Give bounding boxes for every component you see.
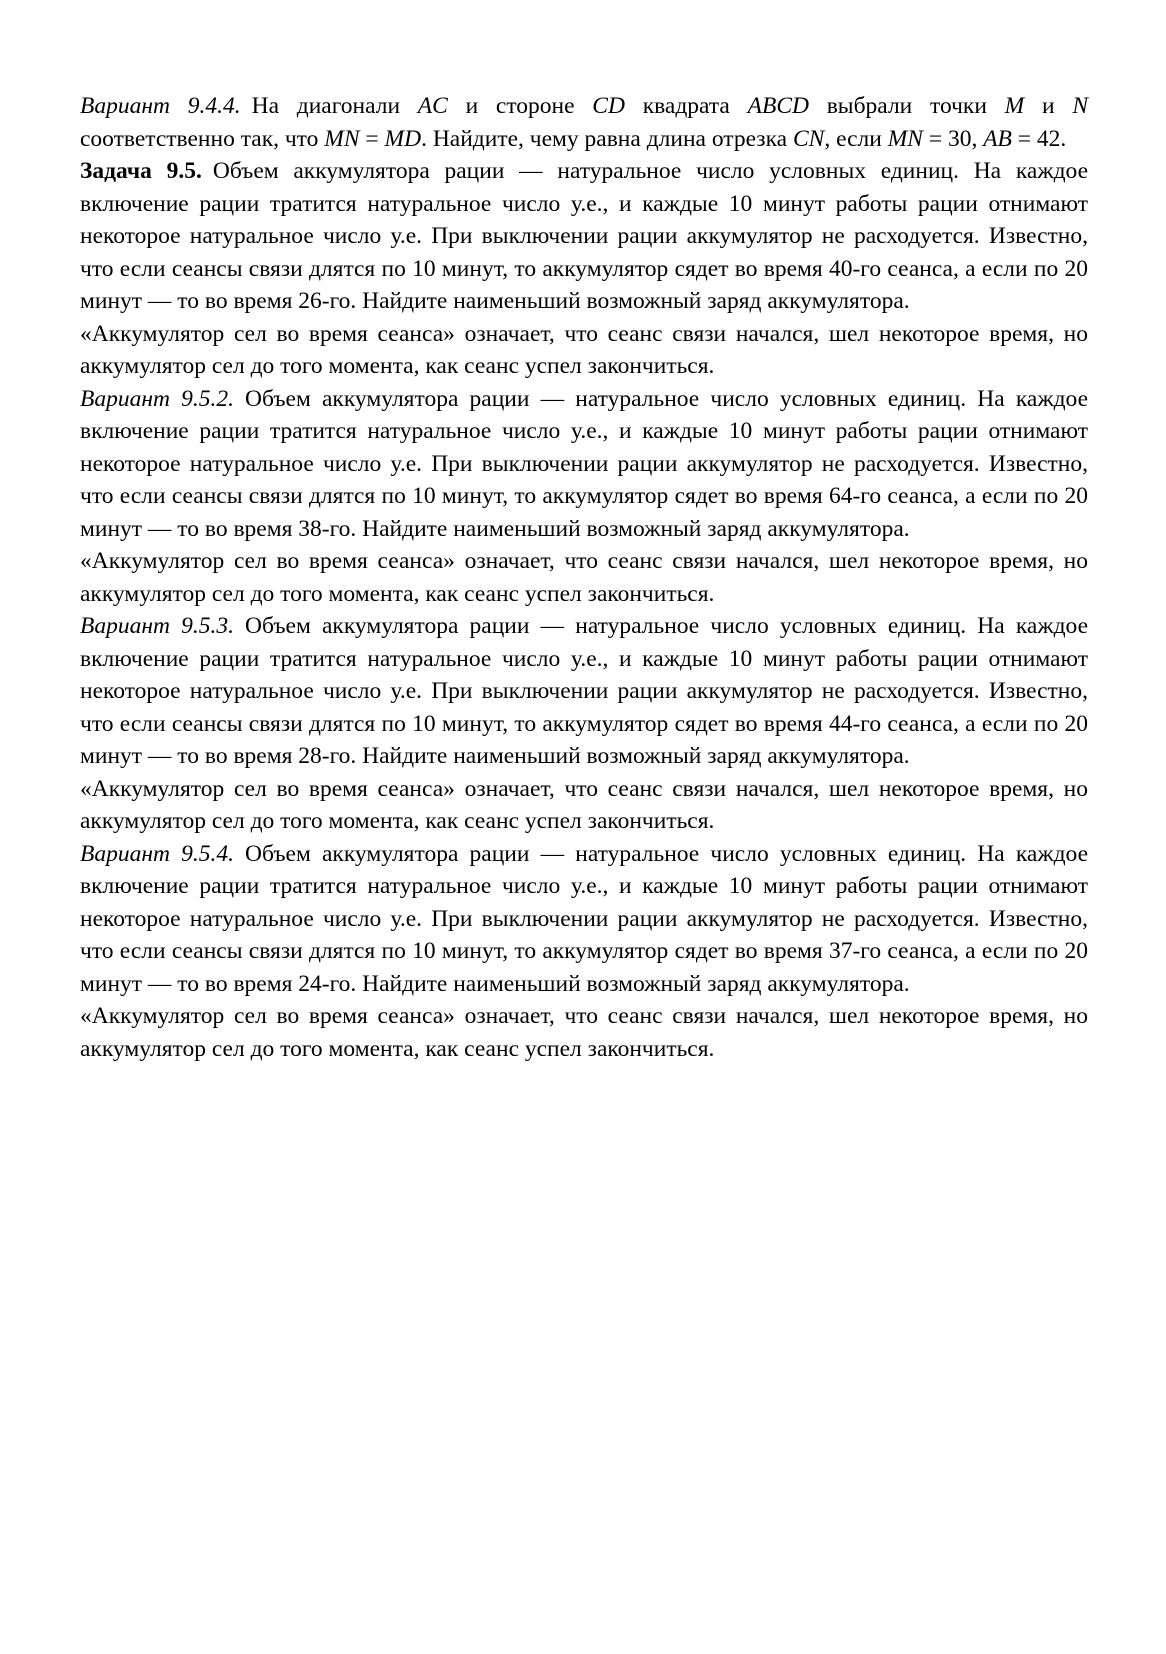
paragraph-text: Объем аккумулятора рации — натуральное число условных единиц. На каждое включение рации тратится натуральное число у.е., и каждые 10 минут работы рации отнимают некоторое натуральное число у.е. При выключении рации аккумулятор не расходуется. Известно, что если сеансы связи длятся по 10 минут, то аккумулятор сядет во время 37-го сеанса, а если по 20 минут — то во время 24-го. Найдите наименьший возможный заряд аккумулятора. xyxy=(80,840,1089,997)
math-variable: MD xyxy=(384,125,422,152)
math-variable: MN xyxy=(324,125,360,152)
paragraph-text: и xyxy=(1024,93,1073,119)
paragraph-text: На диагонали xyxy=(251,93,418,119)
variant-paragraph xyxy=(80,610,1088,773)
note-paragraph xyxy=(80,545,1088,610)
variant-paragraph xyxy=(80,838,1088,1001)
variant-paragraph xyxy=(80,383,1088,546)
paragraph-text: выбрали точки xyxy=(808,93,1005,119)
note-paragraph xyxy=(80,318,1088,383)
paragraph-text: Объем аккумулятора рации — натуральное число условных единиц. На каждое включение рации тратится натуральное число у.е., и каждые 10 минут работы рации отнимают некоторое натуральное число у.е. При выключении рации аккумулятор не расходуется. Известно, что если сеансы связи длятся по 10 минут, то аккумулятор сядет во время 64-го сеанса, а если по 20 минут — то во время 38-го. Найдите наименьший возможный заряд аккумулятора. xyxy=(80,385,1089,542)
variant-label: Вариант 9.5.3. xyxy=(80,613,235,639)
paragraph-text: «Аккумулятор сел во время сеанса» означает, что сеанс связи начался, шел некоторое время, но аккумулятор сел до того момента, как сеанс успел закончиться. xyxy=(80,1003,1088,1062)
paragraph-text: «Аккумулятор сел во время сеанса» означает, что сеанс связи начался, шел некоторое время, но аккумулятор сел до того момента, как сеанс успел закончиться. xyxy=(80,775,1088,834)
note-paragraph xyxy=(80,1000,1088,1065)
math-variable: MN xyxy=(887,125,923,152)
paragraph-text: . Найдите, чему равна длина отрезка xyxy=(421,125,793,152)
paragraph-text: соответственно так, что xyxy=(80,125,325,152)
paragraph-text: Объем аккумулятора рации — натуральное число условных единиц. На каждое включение рации тратится натуральное число у.е., и каждые 10 минут работы рации отнимают некоторое натуральное число у.е. При выключении рации аккумулятор не расходуется. Известно, что если сеансы связи длятся по 10 минут, то аккумулятор сядет во время 44-го сеанса, а если по 20 минут — то во время 28-го. Найдите наименьший возможный заряд аккумулятора. xyxy=(80,613,1089,769)
variant-label: Вариант 9.5.2. xyxy=(80,385,235,412)
variant-paragraph xyxy=(80,90,1088,155)
math-variable: CD xyxy=(592,93,625,119)
paragraph-text: и стороне xyxy=(447,93,593,119)
variant-label: Вариант 9.4.4. xyxy=(80,93,241,119)
math-variable: AB xyxy=(983,125,1012,152)
paragraph-text: Объем аккумулятора рации — натуральное число условных единиц. На каждое включение рации тратится натуральное число у.е., и каждые 10 минут работы рации отнимают некоторое натуральное число у.е. При выключении рации аккумулятор не расходуется. Известно, что если сеансы связи длятся по 10 минут, то аккумулятор сядет во время 40-го сеанса, а если по 20 минут — то во время 26-го. Найдите наименьший возможный заряд аккумулятора. xyxy=(80,158,1088,314)
math-variable: CN xyxy=(792,125,825,152)
paragraph-text: = 42. xyxy=(1011,125,1067,152)
note-paragraph xyxy=(80,773,1088,838)
paragraph-text: «Аккумулятор сел во время сеанса» означает, что сеанс связи начался, шел некоторое время, но аккумулятор сел до того момента, как сеанс успел закончиться. xyxy=(80,320,1088,379)
paragraph-text: = xyxy=(359,125,385,152)
math-variable: N xyxy=(1072,93,1089,119)
math-variable: AC xyxy=(417,93,448,119)
paragraph-text: квадрата xyxy=(624,93,748,119)
problem-label: Задача 9.5. xyxy=(80,158,202,184)
variant-label: Вариант 9.5.4. xyxy=(80,840,235,867)
problem-paragraph xyxy=(80,155,1088,318)
paragraph-text: «Аккумулятор сел во время сеанса» означает, что сеанс связи начался, шел некоторое время, но аккумулятор сел до того момента, как сеанс успел закончиться. xyxy=(80,548,1088,607)
paragraph-text: = 30, xyxy=(922,125,984,152)
math-variable: ABCD xyxy=(747,93,809,119)
math-variable: M xyxy=(1004,93,1025,119)
paragraph-text: , если xyxy=(824,125,888,152)
